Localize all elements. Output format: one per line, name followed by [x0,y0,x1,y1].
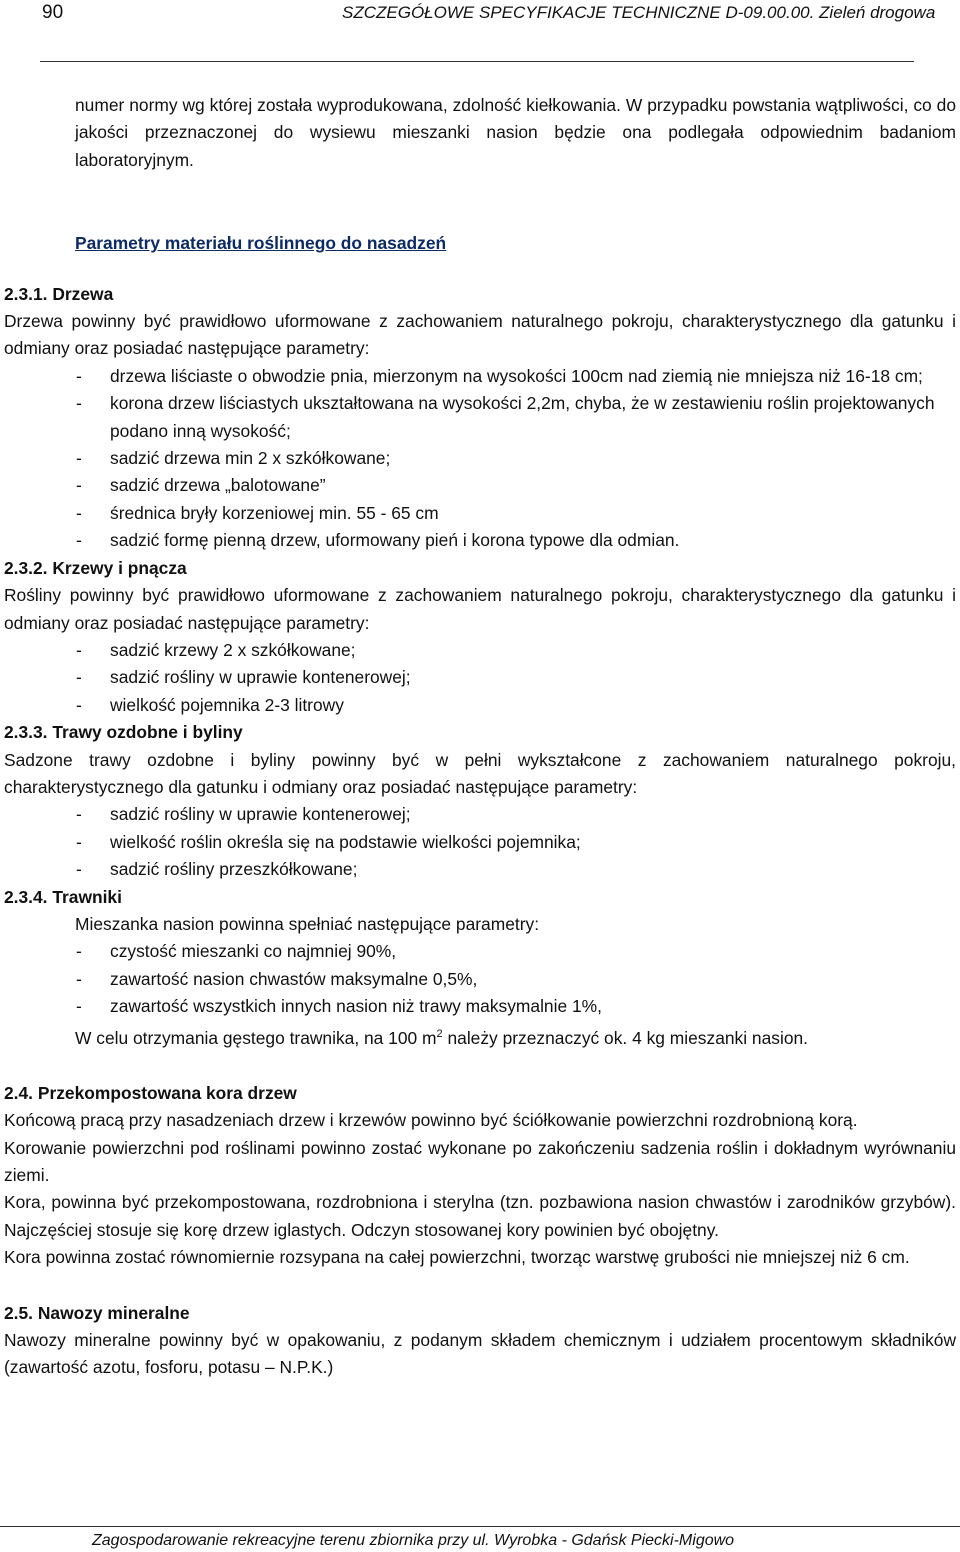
list-item: - sadzić drzewa min 2 x szkółkowane; [4,445,956,472]
page-header [0,0,960,62]
list-item: - sadzić rośliny w uprawie kontenerowej; [4,664,956,691]
section-heading: 2.5. Nawozy mineralne [4,1302,190,1323]
parameter-list [4,637,956,719]
parameter-list [4,801,956,883]
section-lawns [4,884,956,1052]
section-trees [4,281,956,555]
section-heading: 2.3.3. Trawy ozdobne i byliny [4,722,243,743]
planting-parameters-subheading: Parametry materiału roślinnego do nasadzeń [75,233,447,254]
header-title: SZCZEGÓŁOWE SPECYFIKACJE TECHNICZNE D-09.00.00. Zieleń drogowa [342,3,936,22]
lawn-note [4,1021,956,1052]
paragraph: Kora, powinna być przekompostowana, rozdrobniona i sterylna (tzn. pozbawiona nasion chwastów i zarodników grzybów). Najczęściej stosuje się korę drzew iglastych. Odczyn stosowanej kory powinien być obojętny. [4,1192,956,1240]
list-item: - sadzić krzewy 2 x szkółkowane; [4,637,956,664]
parameter-list [4,363,956,555]
section-intro: Drzewa powinny być prawidłowo uformowane z zachowaniem naturalnego pokroju, charakterystycznego dla gatunku i odmiany oraz posiadać następujące parametry: [4,311,956,359]
section-intro: Sadzone trawy ozdobne i byliny powinny być w pełni wykształcone z zachowaniem naturalnego pokroju, charakterystycznego dla gatunku i odmiany oraz posiadać następujące parametry: [4,749,956,797]
intro-paragraph: numer normy wg której została wyprodukowana, zdolność kiełkowania. W przypadku powstania wątpliwości, co do jakości przeznaczonej do wysiewu mieszanki nasion będzie ona podlegała odpowiednim badaniom laboratoryjnym. [75,95,956,170]
header-divider [40,61,914,62]
lawn-note-text: W celu otrzymania gęstego trawnika, na 100 m [75,1027,437,1048]
list-item: - średnica bryły korzeniowej min. 55 - 65 cm [4,500,956,527]
section-grasses [4,719,956,883]
lawn-note-text-end: należy przezn‍aczyć ok. 4 kg mieszanki nasion. [442,1027,809,1048]
list-item: - sadzić drzewa „balotowane” [4,472,956,499]
footer-divider [0,1526,960,1527]
section-intro: Mieszanka nasion powinna spełniać następujące parametry: [75,913,540,934]
section-heading: 2.3.4. Trawniki [4,886,122,907]
section-fertilizers [4,1300,956,1382]
list-item: - czystość mieszanki co najmniej 90%, [4,938,956,965]
list-item: - wielkość roślin określa się na podstawie wielkości pojemnika; [4,829,956,856]
paragraph: Końcową pracą przy nasadzeniach drzew i krzewów powinno być ściółkowanie powierzchni rozdrobnioną korą. [4,1110,858,1131]
section-heading: 2.3.2. Krzewy i pnącza [4,557,187,578]
list-item: - zawartość nasion chwastów maksymalne 0,5%, [4,966,956,993]
list-item: - korona drzew liściastych ukształtowana na wysokości 2,2m, chyba, że w zestawieniu roślin projektowanych podano inną wysokość; [4,390,956,445]
paragraph: Nawozy mineralne powinny być w opakowaniu, z podanym składem chemicznym i udziałem procentowym składników (zawartość azotu, fosforu, potasu – N.P.K.) [4,1330,956,1378]
lawn-note-superscript: 2 [436,1027,443,1040]
list-item: - sadzić rośliny w uprawie kontenerowej; [4,801,956,828]
parameter-list [4,938,956,1020]
section-shrubs [4,555,956,719]
list-item: - drzewa liściaste o obwodzie pnia, mierzonym na wysokości 100cm nad ziemią nie mniejsza niż 16-18 cm; [4,363,956,390]
footer-text: Zagospodarowanie rekreacyjne terenu zbiornika przy ul. Wyrobka - Gdańsk Piecki-Migowo [92,1532,735,1549]
list-item: - sadzić rośliny przeszkółkowane; [4,856,956,883]
list-item: - wielkość pojemnika 2-3 litrowy [4,692,956,719]
section-intro: Rośliny powinny być prawidłowo uformowane z zachowaniem naturalnego pokroju, charakterystycznego dla gatunku i odmiany oraz posiadać następujące parametry: [4,585,956,633]
list-item: - zawartość wszystkich innych nasion niż trawy maksymalnie 1%, [4,993,956,1020]
list-item: - sadzić formę pienną drzew, uformowany pień i korona typowe dla odmian. [4,527,956,554]
paragraph: Korowanie powierzchni pod roślinami powinno zostać wykonane po zakończeniu sadzenia roślin i dokładnym wyrównaniu ziemi. [4,1137,956,1186]
document-body [4,92,956,1382]
section-heading: 2.4. Przekompostowana kora drzew [4,1082,297,1103]
section-heading: 2.3.1. Drzewa [4,283,114,304]
page-number: 90 [42,2,64,23]
section-bark [4,1080,956,1272]
paragraph: Kora powinna zostać równomiernie rozsypana na całej powierzchni, tworząc warstwę grubości nie mniejszej niż 6 cm. [4,1247,910,1268]
